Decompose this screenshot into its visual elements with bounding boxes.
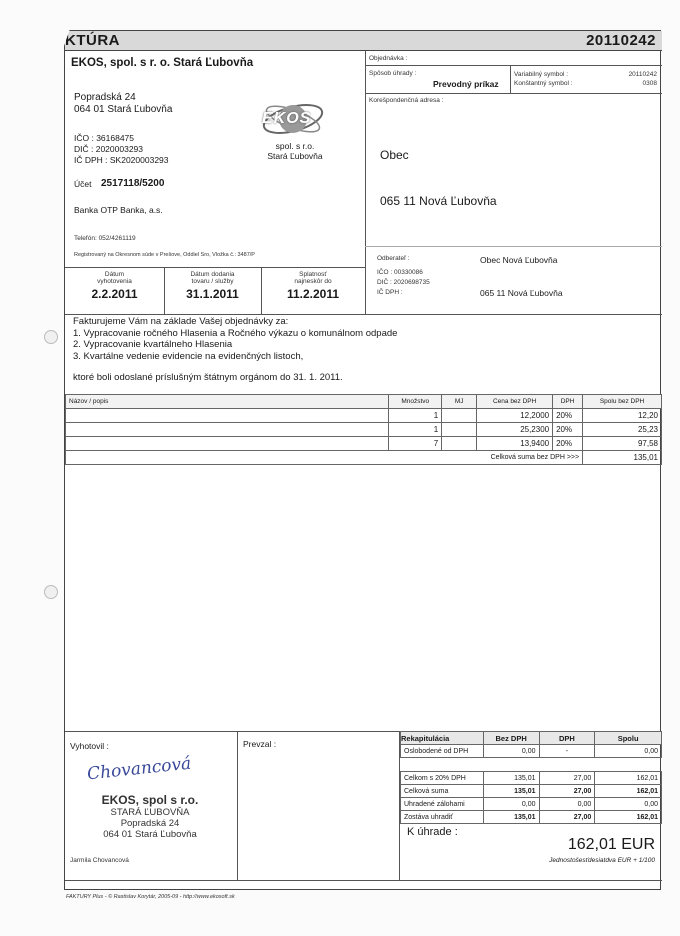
company-stamp [75,793,225,840]
folded-corner [0,0,80,230]
stamp-line1: EKOS, spol s r.o. [101,793,199,807]
buyer-dic: DIČ : 2020698735 [377,279,430,286]
row-total: 25,23 [583,423,662,437]
recap-total: 162,01 [595,785,662,798]
col-mj: MJ [442,395,477,409]
table-row [401,811,662,824]
issued-label: Vyhotovil : [70,741,109,751]
body-intro: Fakturujeme Vám na základe Vašej objednávky za: [73,316,289,327]
stamp-line2: STARÁ ĽUBOVŇA [110,807,190,818]
punch-hole-top [44,330,58,344]
correspondence-city: 065 11 Nová Ľubovňa [380,194,497,208]
recap-vat: 27,00 [539,785,595,798]
date-delivery [164,271,261,301]
items-total-value: 135,01 [583,451,662,465]
recap-vat: 27,00 [539,811,595,824]
recap-label: Zostáva uhradiť [401,811,484,824]
table-row [401,745,662,758]
row-name [66,423,389,437]
logo-sub1: spol. s r.o. [275,141,315,151]
row-price: 12,2000 [477,409,553,423]
correspondence-name: Obec [380,148,409,162]
vs-label: Variabilný symbol : [514,71,569,78]
row-mj [442,423,477,437]
date-delivery-label1: Dátum dodania [190,271,235,278]
supplier-street: Popradská 24 [74,92,136,103]
col-total: Spolu bez DPH [583,395,662,409]
body-line3: 3. Kvartálne vedenie evidencie na evidenčných listoch, [73,350,304,362]
row-price: 25,2300 [477,423,553,437]
date-delivery-value: 31.1.2011 [186,287,239,301]
payment-method: Prevodný príkaz [433,79,499,89]
recap-base: 135,01 [483,785,539,798]
date-delivery-label2: tovaru / služby [191,278,234,285]
software-credit: FAKTURY Plus - © Rastislav Korytár, 2005-09 - http://www.ekosoft.sk [66,894,235,900]
col-name: Názov / popis [66,395,389,409]
buyer-icdph: IČ DPH : [377,289,403,296]
recap-base: 0,00 [483,745,539,758]
row-vat: 20% [553,409,583,423]
recap-col-total: Spolu [595,732,662,745]
buyer-city: 065 11 Nová Ľubovňa [480,288,563,298]
recap-total: 0,00 [595,798,662,811]
recap-vat: - [539,745,595,758]
logo-text: EKOS [262,110,312,127]
invoice-page [64,30,661,890]
recap-total: 0,00 [595,745,662,758]
row-vat: 20% [553,423,583,437]
signature: Chovancová [86,753,193,785]
supplier-ico: IČO : 36168475 [74,133,135,143]
date-due-label2: najneskôr do [294,278,332,285]
row-total: 12,20 [583,409,662,423]
row-name [66,437,389,451]
date-due [261,271,365,301]
recap-label: Oslobodené od DPH [401,745,484,758]
stamp-line4: 064 01 Stará Ľubovňa [103,829,197,840]
logo-sub2: Stará Ľubovňa [267,151,323,161]
body-text [73,316,397,384]
vs-value: 20110242 [628,71,657,78]
supplier-phone: Telefón: 052/4261119 [74,235,136,242]
recap-total: 162,01 [595,772,662,785]
correspondence-label: Korešpondenčná adresa : [369,97,444,104]
recap-total: 162,01 [595,811,662,824]
table-row [401,798,662,811]
invoice-title: KTÚRA [65,32,120,49]
items-table [65,394,662,465]
col-price: Cena bez DPH [477,395,553,409]
buyer-ico: IČO : 00330086 [377,269,423,276]
row-price: 13,9400 [477,437,553,451]
payment-label: Spôsob úhrady : [369,70,417,77]
ks-value: 0308 [642,80,657,87]
col-vat: DPH [553,395,583,409]
account-label: Účet [74,179,92,189]
ks-label: Konštantný symbol : [514,80,573,87]
recap-vat: 27,00 [539,772,595,785]
row-total: 97,58 [583,437,662,451]
order-label: Objednávka : [369,55,408,62]
account-number: 2517118/5200 [101,178,165,189]
row-qty: 7 [389,437,442,451]
body-line2: 2. Vypracovanie kvartálneho Hlasenia [73,339,233,350]
date-due-label1: Splatnosť [299,271,327,278]
body-line1: 1. Vypracovanie ročného Hlasenia a Ročného výkazu o komunálnom odpade [73,327,398,339]
items-total-label: Celková suma bez DPH >>> [66,451,583,465]
table-row [66,437,662,451]
recap-base: 0,00 [483,798,539,811]
supplier-dic: DIČ : 2020003293 [74,144,143,154]
due-amount: 162,01 EUR [567,836,655,853]
recap-base: 135,01 [483,811,539,824]
recap-col-base: Bez DPH [483,732,539,745]
due-words: Jednostošesťdesiatdva EUR + 1/100 [549,857,655,864]
stamp-line3: Popradská 24 [120,818,180,829]
row-vat: 20% [553,437,583,451]
date-issued-value: 2.2.2011 [91,287,138,301]
date-issued-label2: vyhotovenia [97,278,132,285]
recap-vat: 0,00 [539,798,595,811]
due-label: K úhrade : [407,826,458,838]
buyer-label: Odberateľ : [377,255,410,262]
row-qty: 1 [389,423,442,437]
date-issued [65,271,164,301]
recap-label: Celková suma [401,785,484,798]
date-issued-label1: Dátum [104,271,125,278]
table-row [66,409,662,423]
recap-col-label: Rekapitulácia [401,732,484,745]
recap-header-row [401,732,662,745]
table-row [401,785,662,798]
issuer-name: Jarmila Chovancová [70,857,129,864]
row-qty: 1 [389,409,442,423]
items-total-row [66,451,662,465]
buyer-name: Obec Nová Ľubovňa [480,255,558,265]
recap-table [400,731,662,824]
row-mj [442,409,477,423]
punch-hole-bottom [44,585,58,599]
supplier-name: EKOS, spol. s r. o. Stará Ľubovňa [71,57,254,69]
row-mj [442,437,477,451]
date-due-value: 11.2.2011 [286,287,340,301]
col-qty: Množstvo [389,395,442,409]
invoice-number: 20110242 [586,32,656,49]
supplier-city: 064 01 Stará Ľubovňa [74,104,173,115]
supplier-icdph: IČ DPH : SK2020003293 [74,155,169,165]
recap-base: 135,01 [483,772,539,785]
supplier-bank: Banka OTP Banka, a.s. [74,205,163,215]
table-row [401,772,662,785]
invoice-header-bar [65,31,662,51]
recap-label: Celkom s 20% DPH [401,772,484,785]
row-name [66,409,389,423]
recap-label: Uhradené zálohami [401,798,484,811]
recap-col-vat: DPH [539,732,595,745]
supplier-registration: Registrovaný na Okresnom súde v Prešove, Oddiel Sro, Vložka č.: 3487/P [74,252,255,258]
items-header-row [66,395,662,409]
received-label: Prevzal : [243,739,277,749]
table-row [66,423,662,437]
body-outro: ktoré boli odoslané príslušným štátnym orgánom do 31. 1. 2011. [73,372,343,383]
